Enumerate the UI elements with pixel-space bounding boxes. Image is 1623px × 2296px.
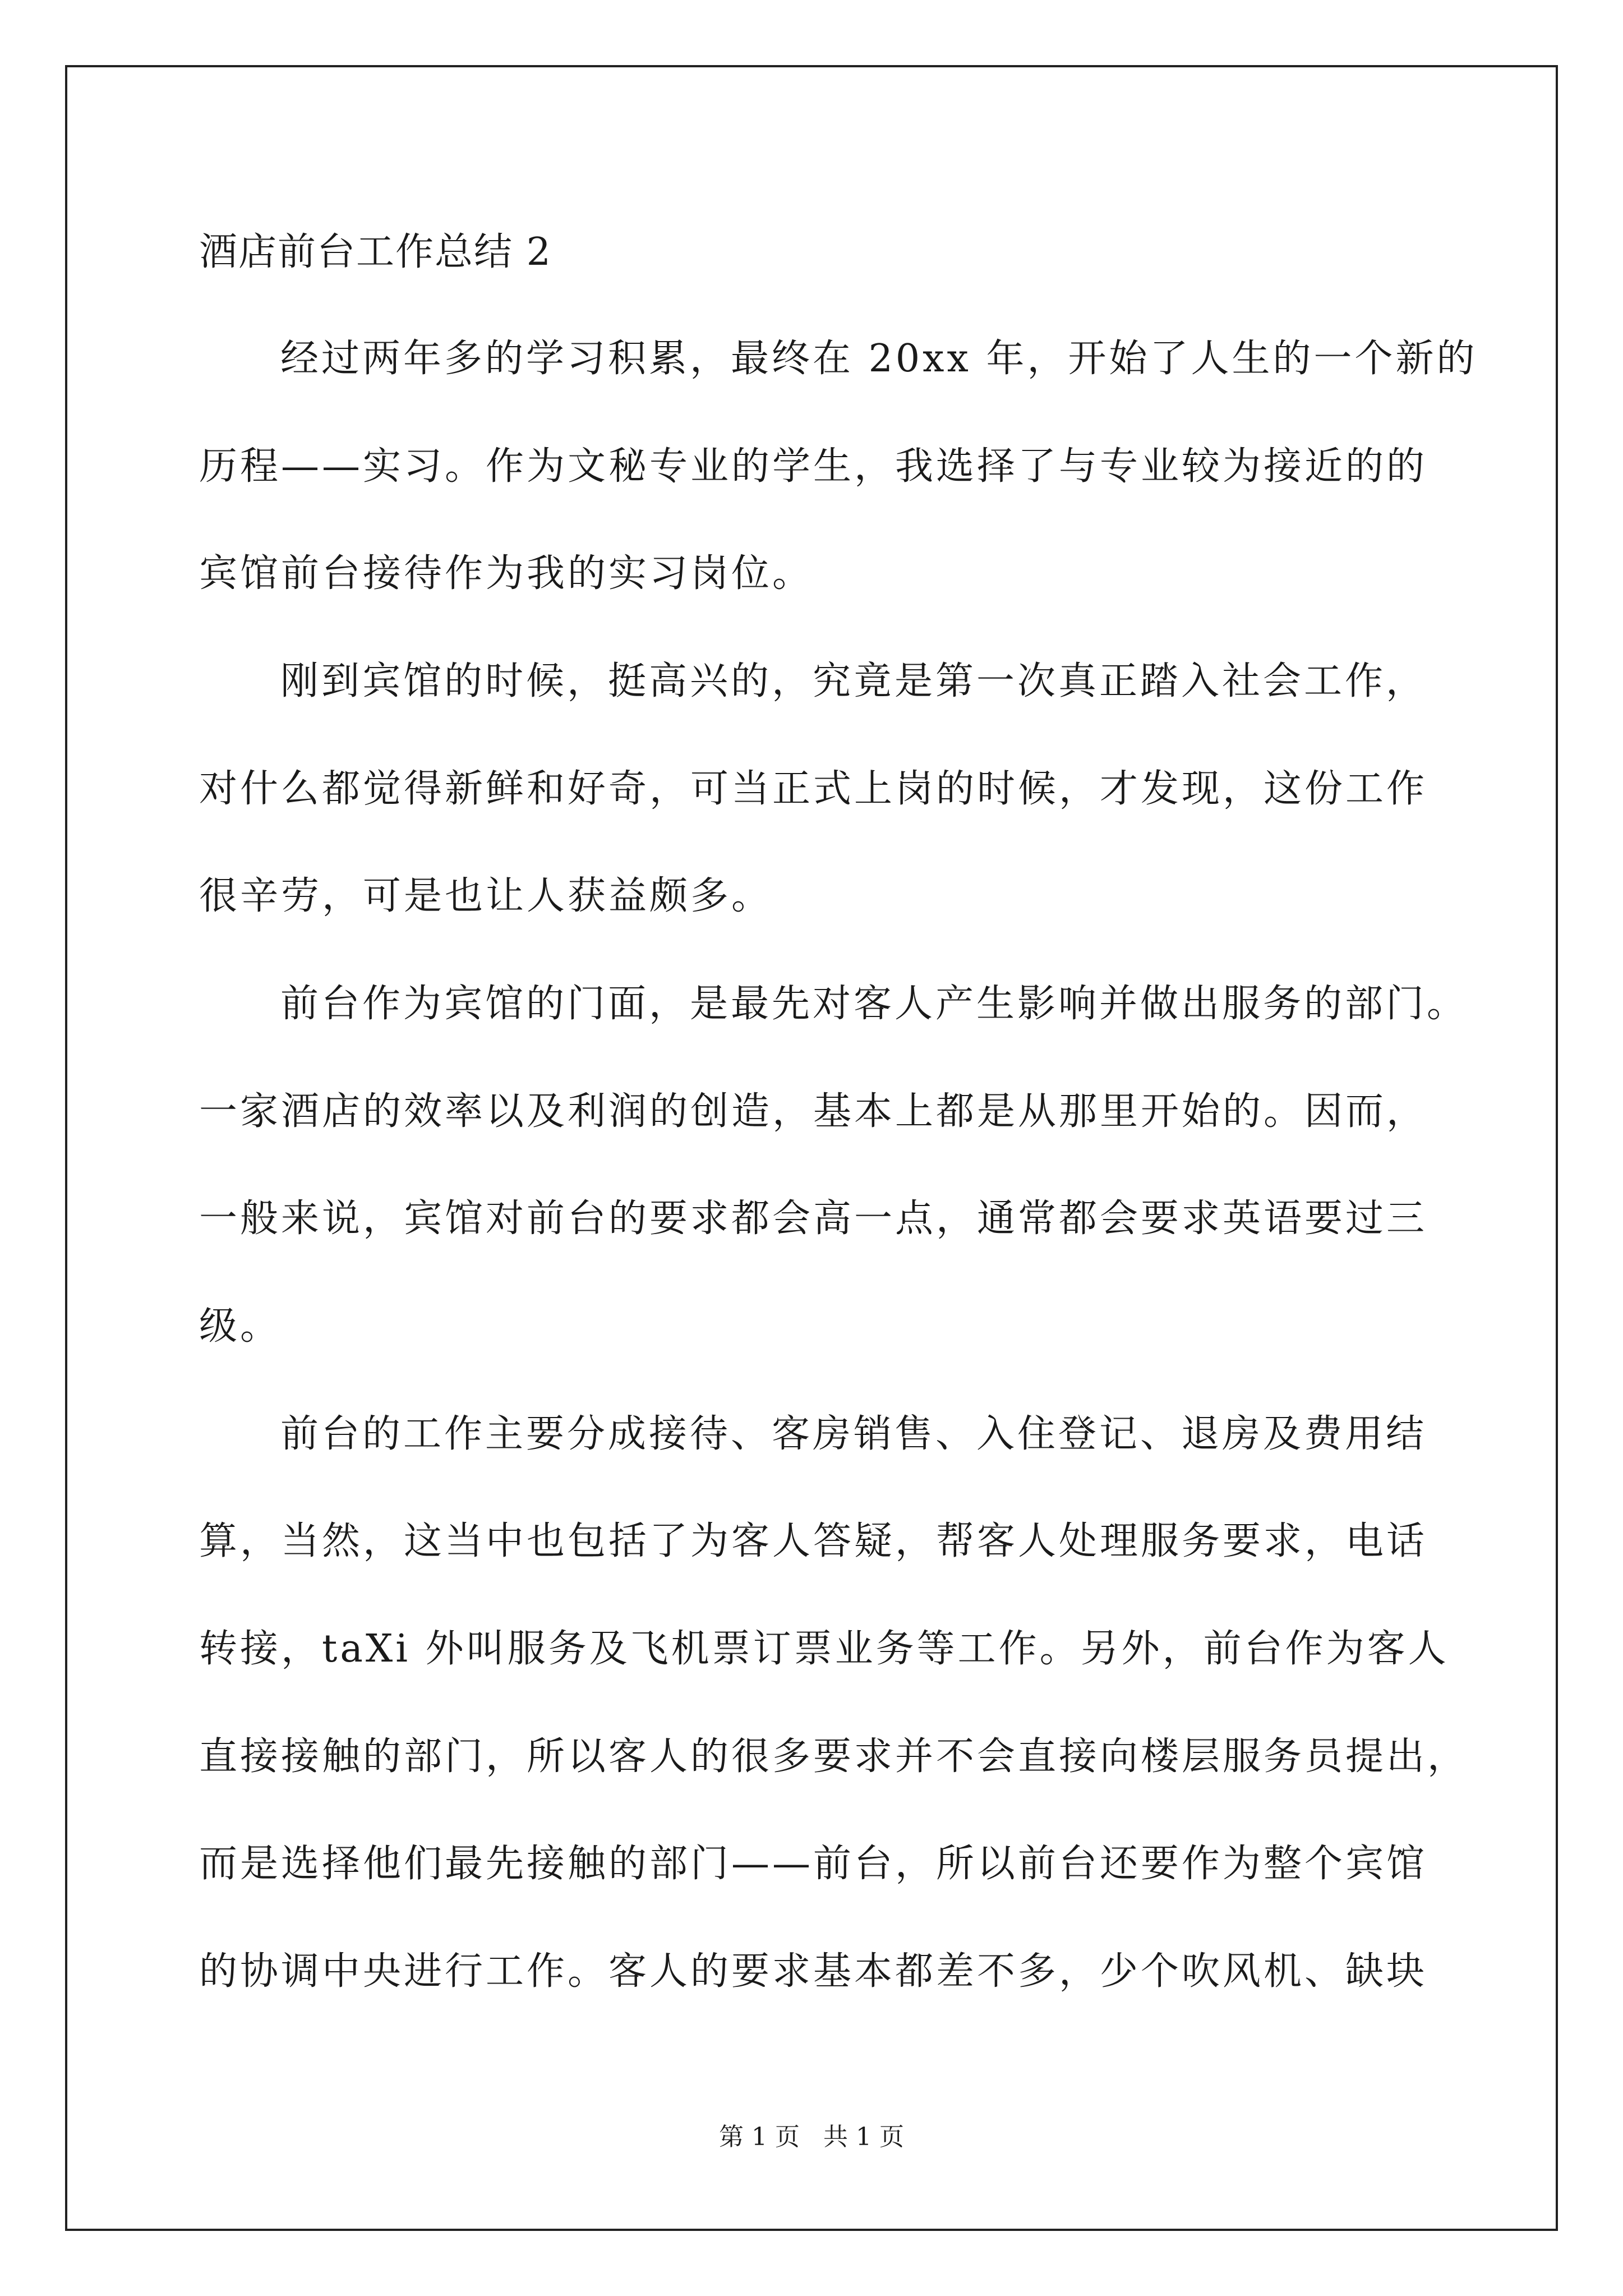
paragraph-2-line-3: 很辛劳，可是也让人获益颇多。 — [199, 874, 773, 918]
paragraph-4-line-4: 直接接触的部门，所以客人的很多要求并不会直接向楼层服务员提出， — [199, 1734, 1469, 1779]
paragraph-1-line-2: 历程——实习。作为文秘专业的学生，我选择了与专业较为接近的的 — [199, 444, 1428, 489]
paragraph-4-line-1: 前台的工作主要分成接待、客房销售、入住登记、退房及费用结 — [280, 1412, 1427, 1456]
paragraph-4-line-6: 的协调中央进行工作。客人的要求基本都差不多，少个吹风机、缺块 — [199, 1949, 1428, 1994]
paragraph-1-line-3: 宾馆前台接待作为我的实习岗位。 — [199, 551, 814, 596]
paragraph-3-line-2: 一家酒店的效率以及利润的创造，基本上都是从那里开始的。因而， — [199, 1089, 1428, 1134]
paragraph-1-line-1: 经过两年多的学习积累，最终在 20xx 年，开始了人生的一个新的 — [280, 337, 1478, 381]
paragraph-2-line-1: 刚到宾馆的时候，挺高兴的，究竟是第一次真正踏入社会工作， — [280, 659, 1427, 703]
paragraph-3-line-1: 前台作为宾馆的门面，是最先对客人产生影响并做出服务的部门。 — [280, 982, 1468, 1026]
paragraph-4-line-2: 算，当然，这当中也包括了为客人答疑，帮客人处理服务要求，电话 — [199, 1519, 1428, 1563]
paragraph-3-line-4: 级。 — [199, 1304, 282, 1349]
paragraph-4-line-3: 转接，taXi 外叫服务及飞机票订票业务等工作。另外，前台作为客人 — [199, 1627, 1449, 1671]
document-title: 酒店前台工作总结 2 — [199, 230, 552, 274]
page-border — [65, 65, 1558, 2231]
paragraph-3-line-3: 一般来说，宾馆对前台的要求都会高一点，通常都会要求英语要过三 — [199, 1197, 1428, 1241]
page-footer: 第 1 页 共 1 页 — [719, 2123, 904, 2151]
paragraph-4-line-5: 而是选择他们最先接触的部门——前台，所以前台还要作为整个宾馆 — [199, 1842, 1428, 1886]
paragraph-2-line-2: 对什么都觉得新鲜和好奇，可当正式上岗的时候，才发现，这份工作 — [199, 767, 1428, 811]
